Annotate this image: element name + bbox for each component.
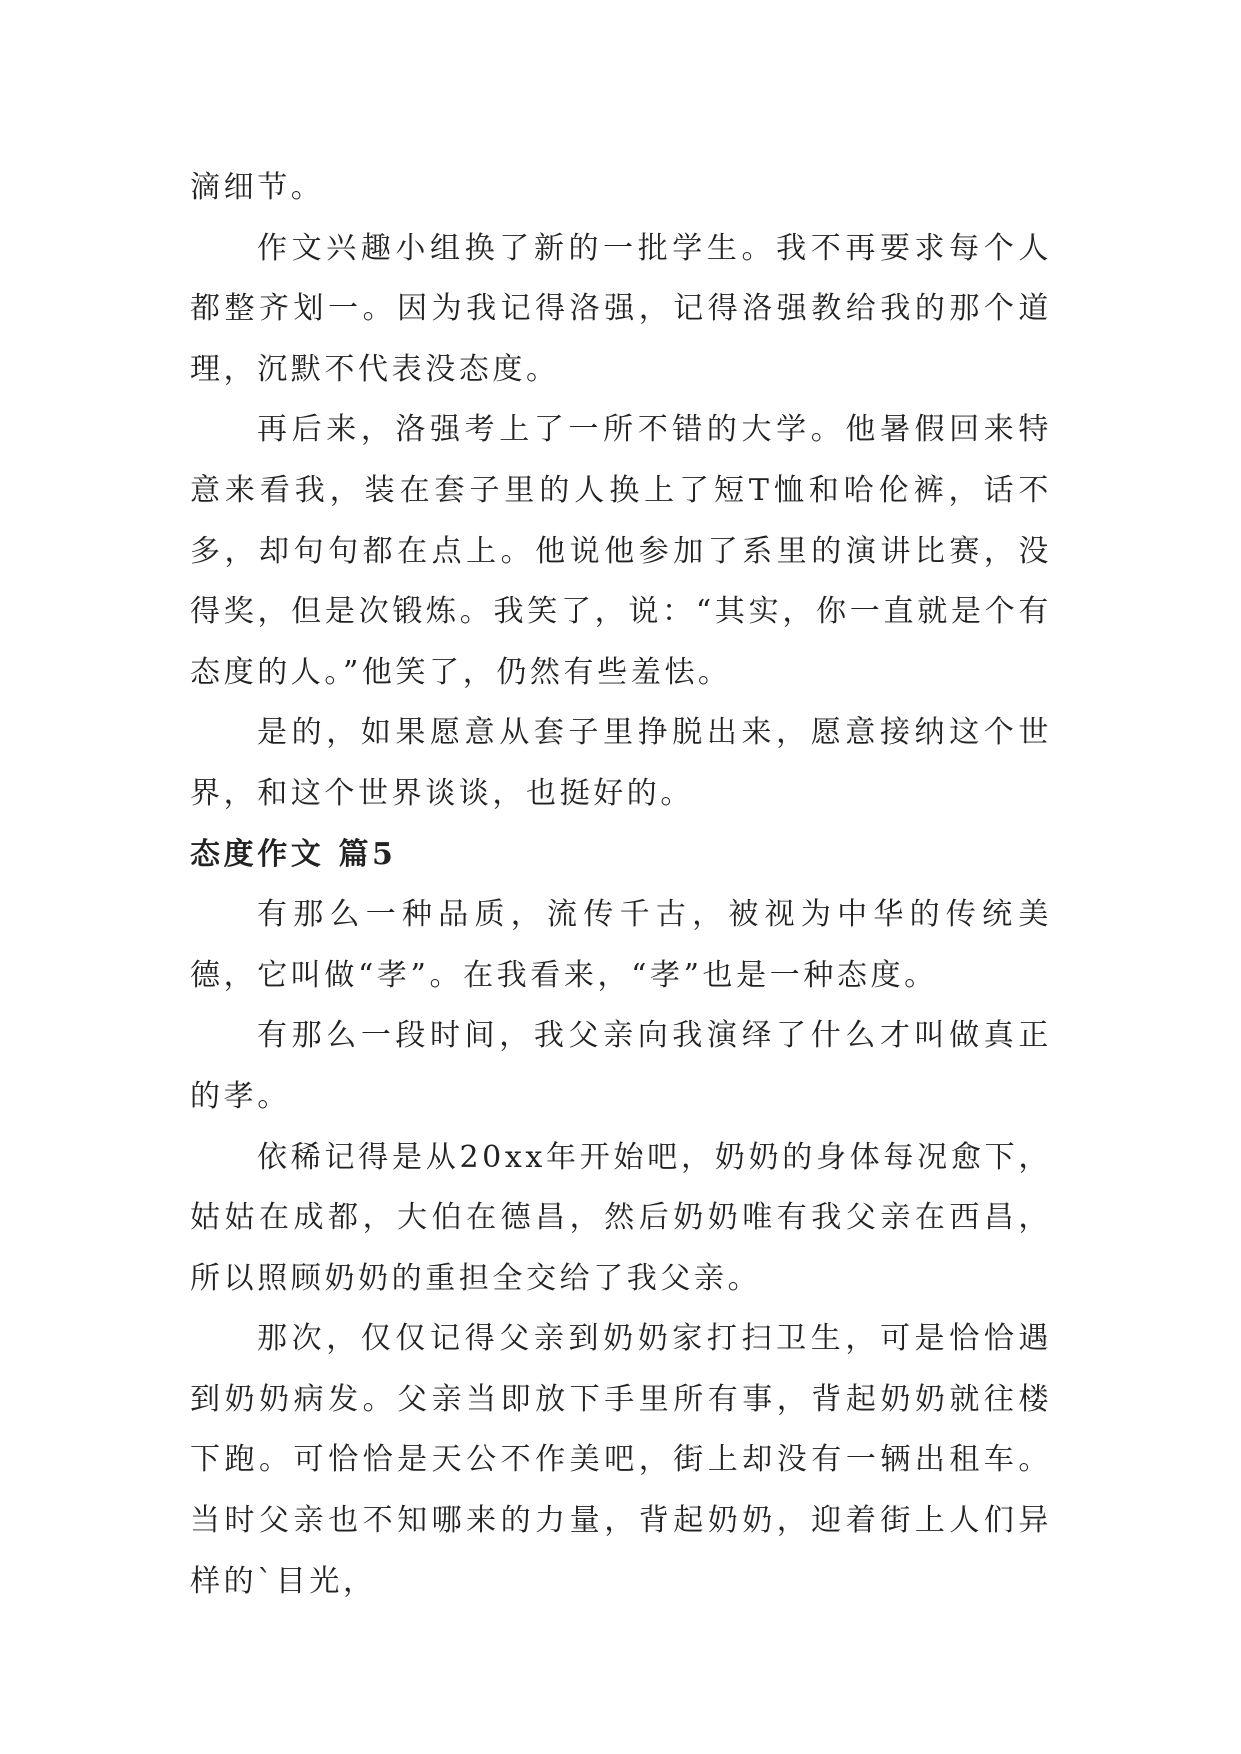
paragraph: 那次，仅仅记得父亲到奶奶家打扫卫生，可是恰恰遇到奶奶病发。父亲当即放下手里所有事，背起奶奶就往楼下跑。可恰恰是天公不作美吧，街上却没有一辆出租车。当时父亲也不知哪来的力量，背起奶奶，迎着街上人们异样的`目光，: [190, 1321, 1052, 1599]
paragraph: 再后来，洛强考上了一所不错的大学。他暑假回来特意来看我，装在套子里的人换上了短T恤和哈伦裤，话不多，却句句都在点上。他说他参加了系里的演讲比赛，没得奖，但是次锻炼。我笑了，说：“其实，你一直就是个有态度的人。”他笑了，仍然有些羞怯。: [190, 412, 1052, 690]
paragraph: 有那么一段时间，我父亲向我演绎了什么才叫做真正的孝。: [190, 1018, 1052, 1114]
paragraph: 有那么一种品质，流传千古，被视为中华的传统美德，它叫做“孝”。在我看来，“孝”也是一种态度。: [190, 897, 1052, 993]
paragraph: 依稀记得是从20xx年开始吧，奶奶的身体每况愈下，姑姑在成都，大伯在德昌，然后奶奶唯有我父亲在西昌，所以照顾奶奶的重担全交给了我父亲。: [190, 1139, 1052, 1296]
article-body: [190, 158, 1052, 1612]
paragraph: 作文兴趣小组换了新的一批学生。我不再要求每个人都整齐划一。因为我记得洛强，记得洛强教给我的那个道理，沉默不代表没态度。: [190, 230, 1052, 387]
section-heading: 态度作文 篇5: [190, 836, 397, 872]
paragraph-fragment: 滴细节。: [190, 170, 325, 205]
paragraph: 是的，如果愿意从套子里挣脱出来，愿意接纳这个世界，和这个世界谈谈，也挺好的。: [190, 715, 1052, 811]
